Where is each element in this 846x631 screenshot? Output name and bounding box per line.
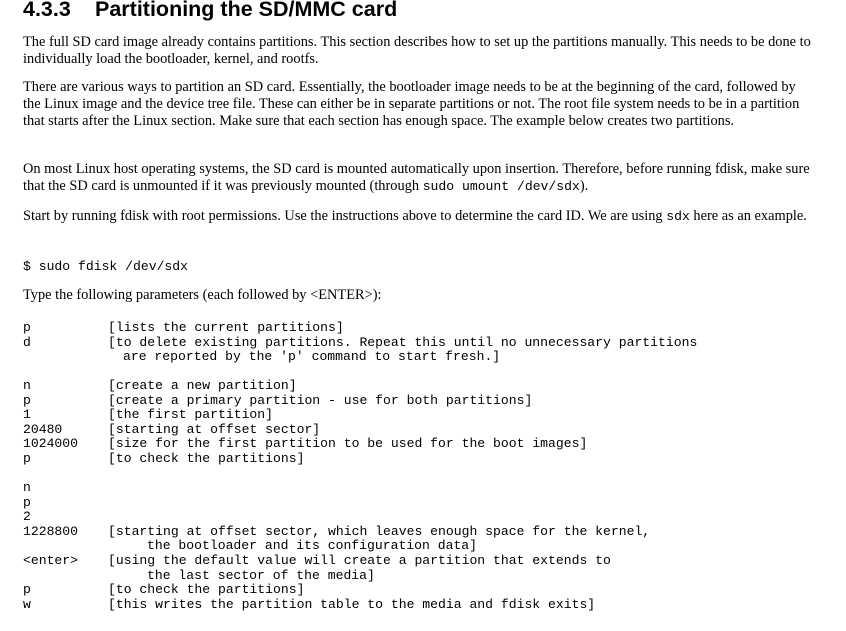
paragraph-intro: The full SD card image already contains partitions. This section describes how to set up the partitions manually. This needs to be done to individually load the bootloader, kernel, and rootfs. xyxy=(23,34,811,67)
paragraph-run-fdisk xyxy=(23,208,813,225)
param-desc: [size for the first partition to be used for the boot images] xyxy=(108,436,588,452)
param-row xyxy=(23,496,823,511)
param-desc: [lists the current partitions] xyxy=(108,320,344,335)
paragraph-unmount xyxy=(23,161,813,195)
param-row xyxy=(23,379,823,394)
param-desc: the bootloader and its configuration data] xyxy=(147,538,478,554)
param-group-3 xyxy=(23,481,823,612)
param-desc: [starting at offset sector] xyxy=(108,421,321,437)
param-key: w xyxy=(23,596,31,612)
paragraph-unmount-end: ). xyxy=(579,178,589,194)
param-group-1 xyxy=(23,321,823,365)
param-key: p xyxy=(23,494,31,510)
param-key: p xyxy=(23,320,31,335)
param-key: 1024000 xyxy=(23,436,79,452)
param-desc: are reported by the 'p' command to start fresh.] xyxy=(123,349,501,365)
param-row xyxy=(23,437,823,452)
param-desc: [to check the partitions] xyxy=(108,450,305,466)
param-row xyxy=(23,583,823,598)
param-desc: [to check the partitions] xyxy=(108,582,305,598)
param-row xyxy=(23,569,823,584)
param-desc: the last sector of the media] xyxy=(147,567,375,583)
param-row xyxy=(23,598,823,613)
param-key: 1228800 xyxy=(23,523,79,539)
param-key: <enter> xyxy=(23,552,79,568)
section-heading xyxy=(23,0,397,20)
paragraph-partition-ways: There are various ways to partition an SD card. Essentially, the bootloader image needs to be at the beginning of the card, followed by the Linux image and the device tree file. These can either be in separate partitions or not. The root file system needs to be in a partition that starts after the Linux section. Make sure that each section has enough space. The example below creates two partitions. xyxy=(23,79,800,129)
param-key: 1 xyxy=(23,407,31,423)
fdisk-command: $ sudo fdisk /dev/sdx xyxy=(23,259,189,274)
param-group-2 xyxy=(23,379,823,467)
section-title: Partitioning the SD/MMC card xyxy=(95,0,398,21)
param-row xyxy=(23,350,823,365)
param-row xyxy=(23,510,823,525)
param-key: p xyxy=(23,450,31,466)
device-name-inline: sdx xyxy=(666,209,690,224)
param-key: p xyxy=(23,582,31,598)
param-row xyxy=(23,336,823,351)
param-key: n xyxy=(23,378,31,393)
param-desc: [this writes the partition table to the media and fdisk exits] xyxy=(108,596,596,612)
param-key: d xyxy=(23,334,31,350)
section-number: 4.3.3 xyxy=(23,0,71,21)
param-row xyxy=(23,408,823,423)
param-row xyxy=(23,554,823,569)
param-row xyxy=(23,539,823,554)
param-row xyxy=(23,423,823,438)
paragraph-unmount-text: On most Linux host operating systems, the SD card is mounted automatically upon insertion. Therefore, before running fdisk, make sure that the SD card is unmounted if it was previously mounted (through xyxy=(23,161,810,194)
param-key: 20480 xyxy=(23,421,63,437)
param-desc: [using the default value will create a partition that extends to xyxy=(108,552,611,568)
param-row xyxy=(23,481,823,496)
param-row xyxy=(23,394,823,409)
paragraph-run-fdisk-text: Start by running fdisk with root permissions. Use the instructions above to determine the card ID. We are using xyxy=(23,208,667,224)
param-desc: [to delete existing partitions. Repeat this until no unnecessary partitions xyxy=(108,334,698,350)
param-row xyxy=(23,452,823,467)
param-key: 2 xyxy=(23,509,31,525)
paragraph-parameters-intro: Type the following parameters (each followed by <ENTER>): xyxy=(23,287,382,303)
param-row xyxy=(23,321,823,336)
param-desc: [create a primary partition - use for both partitions] xyxy=(108,392,533,408)
param-key: n xyxy=(23,480,31,495)
param-key: p xyxy=(23,392,31,408)
param-desc: [create a new partition] xyxy=(108,378,297,393)
param-desc: [the first partition] xyxy=(108,407,274,423)
umount-command-inline: sudo umount /dev/sdx xyxy=(422,179,580,194)
param-row xyxy=(23,525,823,540)
paragraph-run-fdisk-end: here as an example. xyxy=(689,208,807,224)
param-desc: [starting at offset sector, which leaves enough space for the kernel, xyxy=(108,523,651,539)
